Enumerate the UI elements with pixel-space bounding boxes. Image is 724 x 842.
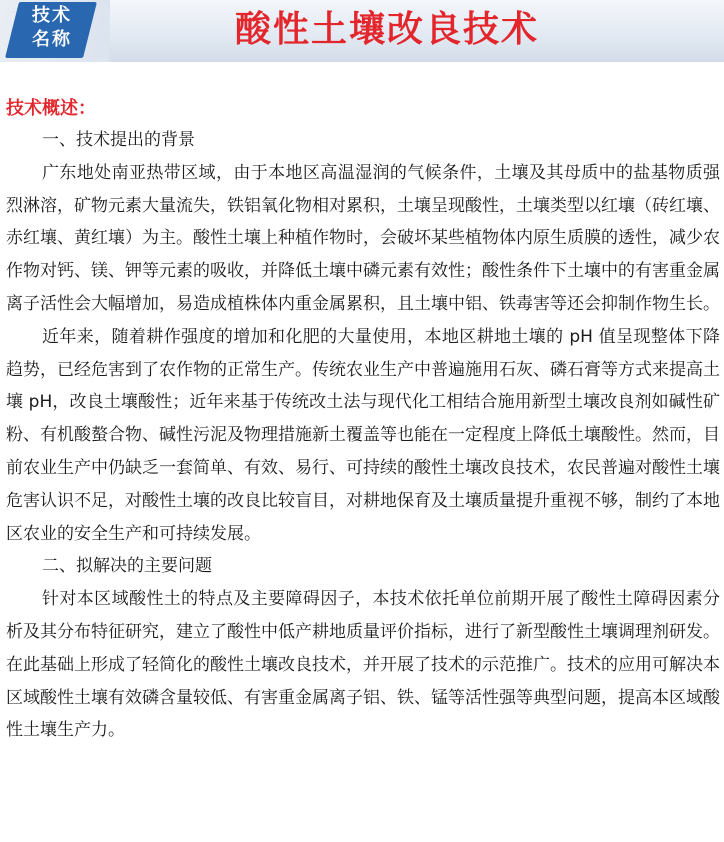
section-2-heading: 二、拟解决的主要问题 <box>42 556 212 577</box>
page-title: 酸性土壤改良技术 <box>234 9 539 50</box>
badge-line-1: 技术 <box>32 5 72 26</box>
section-2-paragraph-1: 针对本区域酸性土的特点及主要障碍因子，本技术依托单位前期开展了酸性土障碍因素分析及其分布特征研究，建立了酸性中低产耕地质量评价指标，进行了新型酸性土壤调理剂研发。在此基础上形成了轻简化的酸性土壤改良技术，并开展了技术的示范推广。技术的应用可解决本区域酸性土壤有效磷含量较低、有害重金属离子铝、铁、锰等活性强等典型问题，提高本区域酸性土壤生产力。 <box>6 589 720 741</box>
section-1-paragraph-1: 广东地处南亚热带区域，由于本地区高温湿润的气候条件，土壤及其母质中的盐基物质强烈淋溶，矿物元素大量流失，铁铝氧化物相对累积，土壤呈现酸性，土壤类型以红壤（砖红壤、赤红壤、黄红壤）为主。酸性土壤上种植作物时，会破坏某些植物体内原生质膜的透性，减少农作物对钙、镁、钾等元素的吸收，并降低土壤中磷元素有效性；酸性条件下土壤中的有害重金属离子活性会大幅增加，易造成植株体内重金属累积，且土壤中铝、铁毒害等还会抑制作物生长。 <box>6 162 720 314</box>
section-1-paragraph-2: 近年来，随着耕作强度的增加和化肥的大量使用，本地区耕地土壤的 pH 值呈现整体下降趋势，已经危害到了农作物的正常生产。传统农业生产中普遍施用石灰、磷石膏等方式来提高土壤 pH，改良土壤酸性；近年来基于传统改土法与现代化工相结合施用新型土壤改良剂如碱性矿粉、有机酸螯合物、碱性污泥及物理措施新土覆盖等也能在一定程度上降低土壤酸性。然而，目前农业生产中仍缺乏一套简单、有效、易行、可持续的酸性土壤改良技术，农民普遍对酸性土壤危害认识不足，对酸性土壤的改良比较盲目，对耕地保育及土壤质量提升重视不够，制约了本地区农业的安全生产和可持续发展。 <box>6 326 720 544</box>
header <box>0 0 724 62</box>
overview-label: 技术概述： <box>6 98 96 119</box>
document-body <box>6 96 720 747</box>
section-1-heading: 一、技术提出的背景 <box>42 130 195 150</box>
badge-line-2: 名称 <box>32 29 72 50</box>
